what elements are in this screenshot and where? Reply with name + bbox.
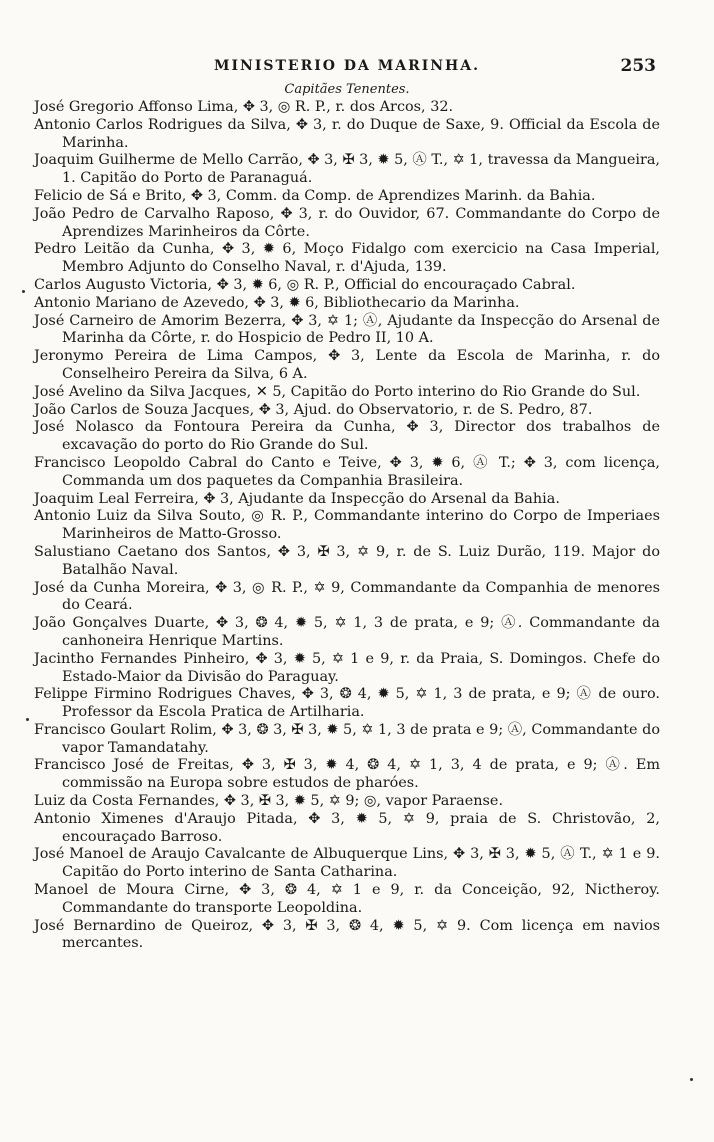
list-item: Joaquim Guilherme de Mello Carrão, ✥ 3, ✠ 3, ✹ 5, Ⓐ T., ✡ 1, travessa da Mangueira, 1. Capitão do Porto de Paranaguá. [34, 152, 660, 187]
list-item: Antonio Ximenes d'Araujo Pitada, ✥ 3, ✹ 5, ✡ 9, praia de S. Christovão, 2, encouraçado Barroso. [34, 810, 660, 845]
list-item: Antonio Mariano de Azevedo, ✥ 3, ✹ 6, Bibliothecario da Marinha. [34, 294, 520, 311]
list-item: Manoel de Moura Cirne, ✥ 3, ❂ 4, ✡ 1 e 9, r. da Conceição, 92, Nictheroy. Commandante do transporte Leopoldina. [34, 882, 660, 916]
list-item: Jacintho Fernandes Pinheiro, ✥ 3, ✹ 5, ✡ 1 e 9, r. da Praia, S. Domingos. Chefe do Estado-Maior da Divisão do Paraguay. [34, 650, 660, 685]
list-item: Felicio de Sá e Brito, ✥ 3, Comm. da Comp. de Aprendizes Marinh. da Bahia. [34, 187, 596, 204]
list-item: Felippe Firmino Rodrigues Chaves, ✥ 3, ❂ 4, ✹ 5, ✡ 1, 3 de prata, e 9; Ⓐ de ouro. Professor da Escola Pratica de Artilharia. [34, 686, 660, 721]
entry-list [34, 99, 660, 953]
running-title: MINISTERIO DA MARINHA. [213, 58, 481, 74]
list-item: Pedro Leitão da Cunha, ✥ 3, ✹ 6, Moço Fidalgo com exercicio na Casa Imperial, Membro Adjunto do Conselho Naval, r. d'Ajuda, 139. [34, 241, 660, 276]
stray-mark [22, 290, 25, 293]
list-item: José Carneiro de Amorim Bezerra, ✥ 3, ✡ 1; Ⓐ, Ajudante da Inspecção do Arsenal de Marinha da Côrte, r. do Hospicio de Pedro II, 10 A. [34, 312, 660, 347]
list-item: José Manoel de Araujo Cavalcante de Albuquerque Lins, ✥ 3, ✠ 3, ✹ 5, Ⓐ T., ✡ 1 e 9. Capitão do Porto interino de Santa Catharina. [34, 846, 660, 881]
page-header [34, 52, 660, 78]
list-item: Jeronymo Pereira de Lima Campos, ✥ 3, Lente da Escola de Marinha, r. do Conselheiro Pereira da Silva, 6 A. [34, 348, 660, 382]
list-item: Francisco José de Freitas, ✥ 3, ✠ 3, ✹ 4, ❂ 4, ✡ 1, 3, 4 de prata, e 9; Ⓐ. Em commissão na Europa sobre estudos de pharóes. [34, 757, 660, 792]
page-number: 253 [620, 56, 656, 76]
list-item: José Bernardino de Queiroz, ✥ 3, ✠ 3, ❂ 4, ✹ 5, ✡ 9. Com licença em navios mercantes. [34, 917, 660, 952]
list-item: Joaquim Leal Ferreira, ✥ 3, Ajudante da Inspecção do Arsenal da Bahia. [34, 490, 560, 507]
section-heading: Capitães Tenentes. [284, 82, 410, 97]
list-item: Salustiano Caetano dos Santos, ✥ 3, ✠ 3, ✡ 9, r. de S. Luiz Durão, 119. Major do Batalhão Naval. [34, 543, 660, 578]
list-item: João Pedro de Carvalho Raposo, ✥ 3, r. do Ouvidor, 67. Commandante do Corpo de Aprendizes Marinheiros da Côrte. [34, 205, 660, 240]
list-item: José Avelino da Silva Jacques, ✕ 5, Capitão do Porto interino do Rio Grande do Sul. [34, 383, 641, 400]
list-item: João Gonçalves Duarte, ✥ 3, ❂ 4, ✹ 5, ✡ 1, 3 de prata, e 9; Ⓐ. Commandante da canhoneira Henrique Martins. [34, 615, 660, 649]
list-item: João Carlos de Souza Jacques, ✥ 3, Ajud. do Observatorio, r. de S. Pedro, 87. [34, 401, 593, 418]
page [34, 52, 660, 953]
list-item: Antonio Luiz da Silva Souto, ◎ R. P., Commandante interino do Corpo de Imperiaes Marinheiros de Matto-Grosso. [34, 508, 660, 543]
list-item: Francisco Leopoldo Cabral do Canto e Teive, ✥ 3, ✹ 6, Ⓐ T.; ✥ 3, com licença, Commanda um dos paquetes da Companhia Brasileira. [34, 454, 660, 489]
list-item: José Nolasco da Fontoura Pereira da Cunha, ✥ 3, Director dos trabalhos de excavação do porto do Rio Grande do Sul. [34, 419, 660, 454]
list-item: Antonio Carlos Rodrigues da Silva, ✥ 3, r. do Duque de Saxe, 9. Official da Escola de Marinha. [34, 116, 660, 151]
stray-mark [690, 1078, 693, 1081]
list-item: José da Cunha Moreira, ✥ 3, ◎ R. P., ✡ 9, Commandante da Companhia de menores do Ceará. [34, 579, 660, 614]
list-item: José Gregorio Affonso Lima, ✥ 3, ◎ R. P., r. dos Arcos, 32. [34, 99, 454, 115]
stray-mark [26, 718, 29, 721]
list-item: Luiz da Costa Fernandes, ✥ 3, ✠ 3, ✹ 5, ✡ 9; ◎, vapor Paraense. [34, 793, 504, 810]
list-item: Carlos Augusto Victoria, ✥ 3, ✹ 6, ◎ R. P., Official do encouraçado Cabral. [34, 276, 576, 293]
list-item: Francisco Goulart Rolim, ✥ 3, ❂ 3, ✠ 3, ✹ 5, ✡ 1, 3 de prata e 9; Ⓐ, Commandante do vapor Tamandatahy. [34, 721, 660, 756]
